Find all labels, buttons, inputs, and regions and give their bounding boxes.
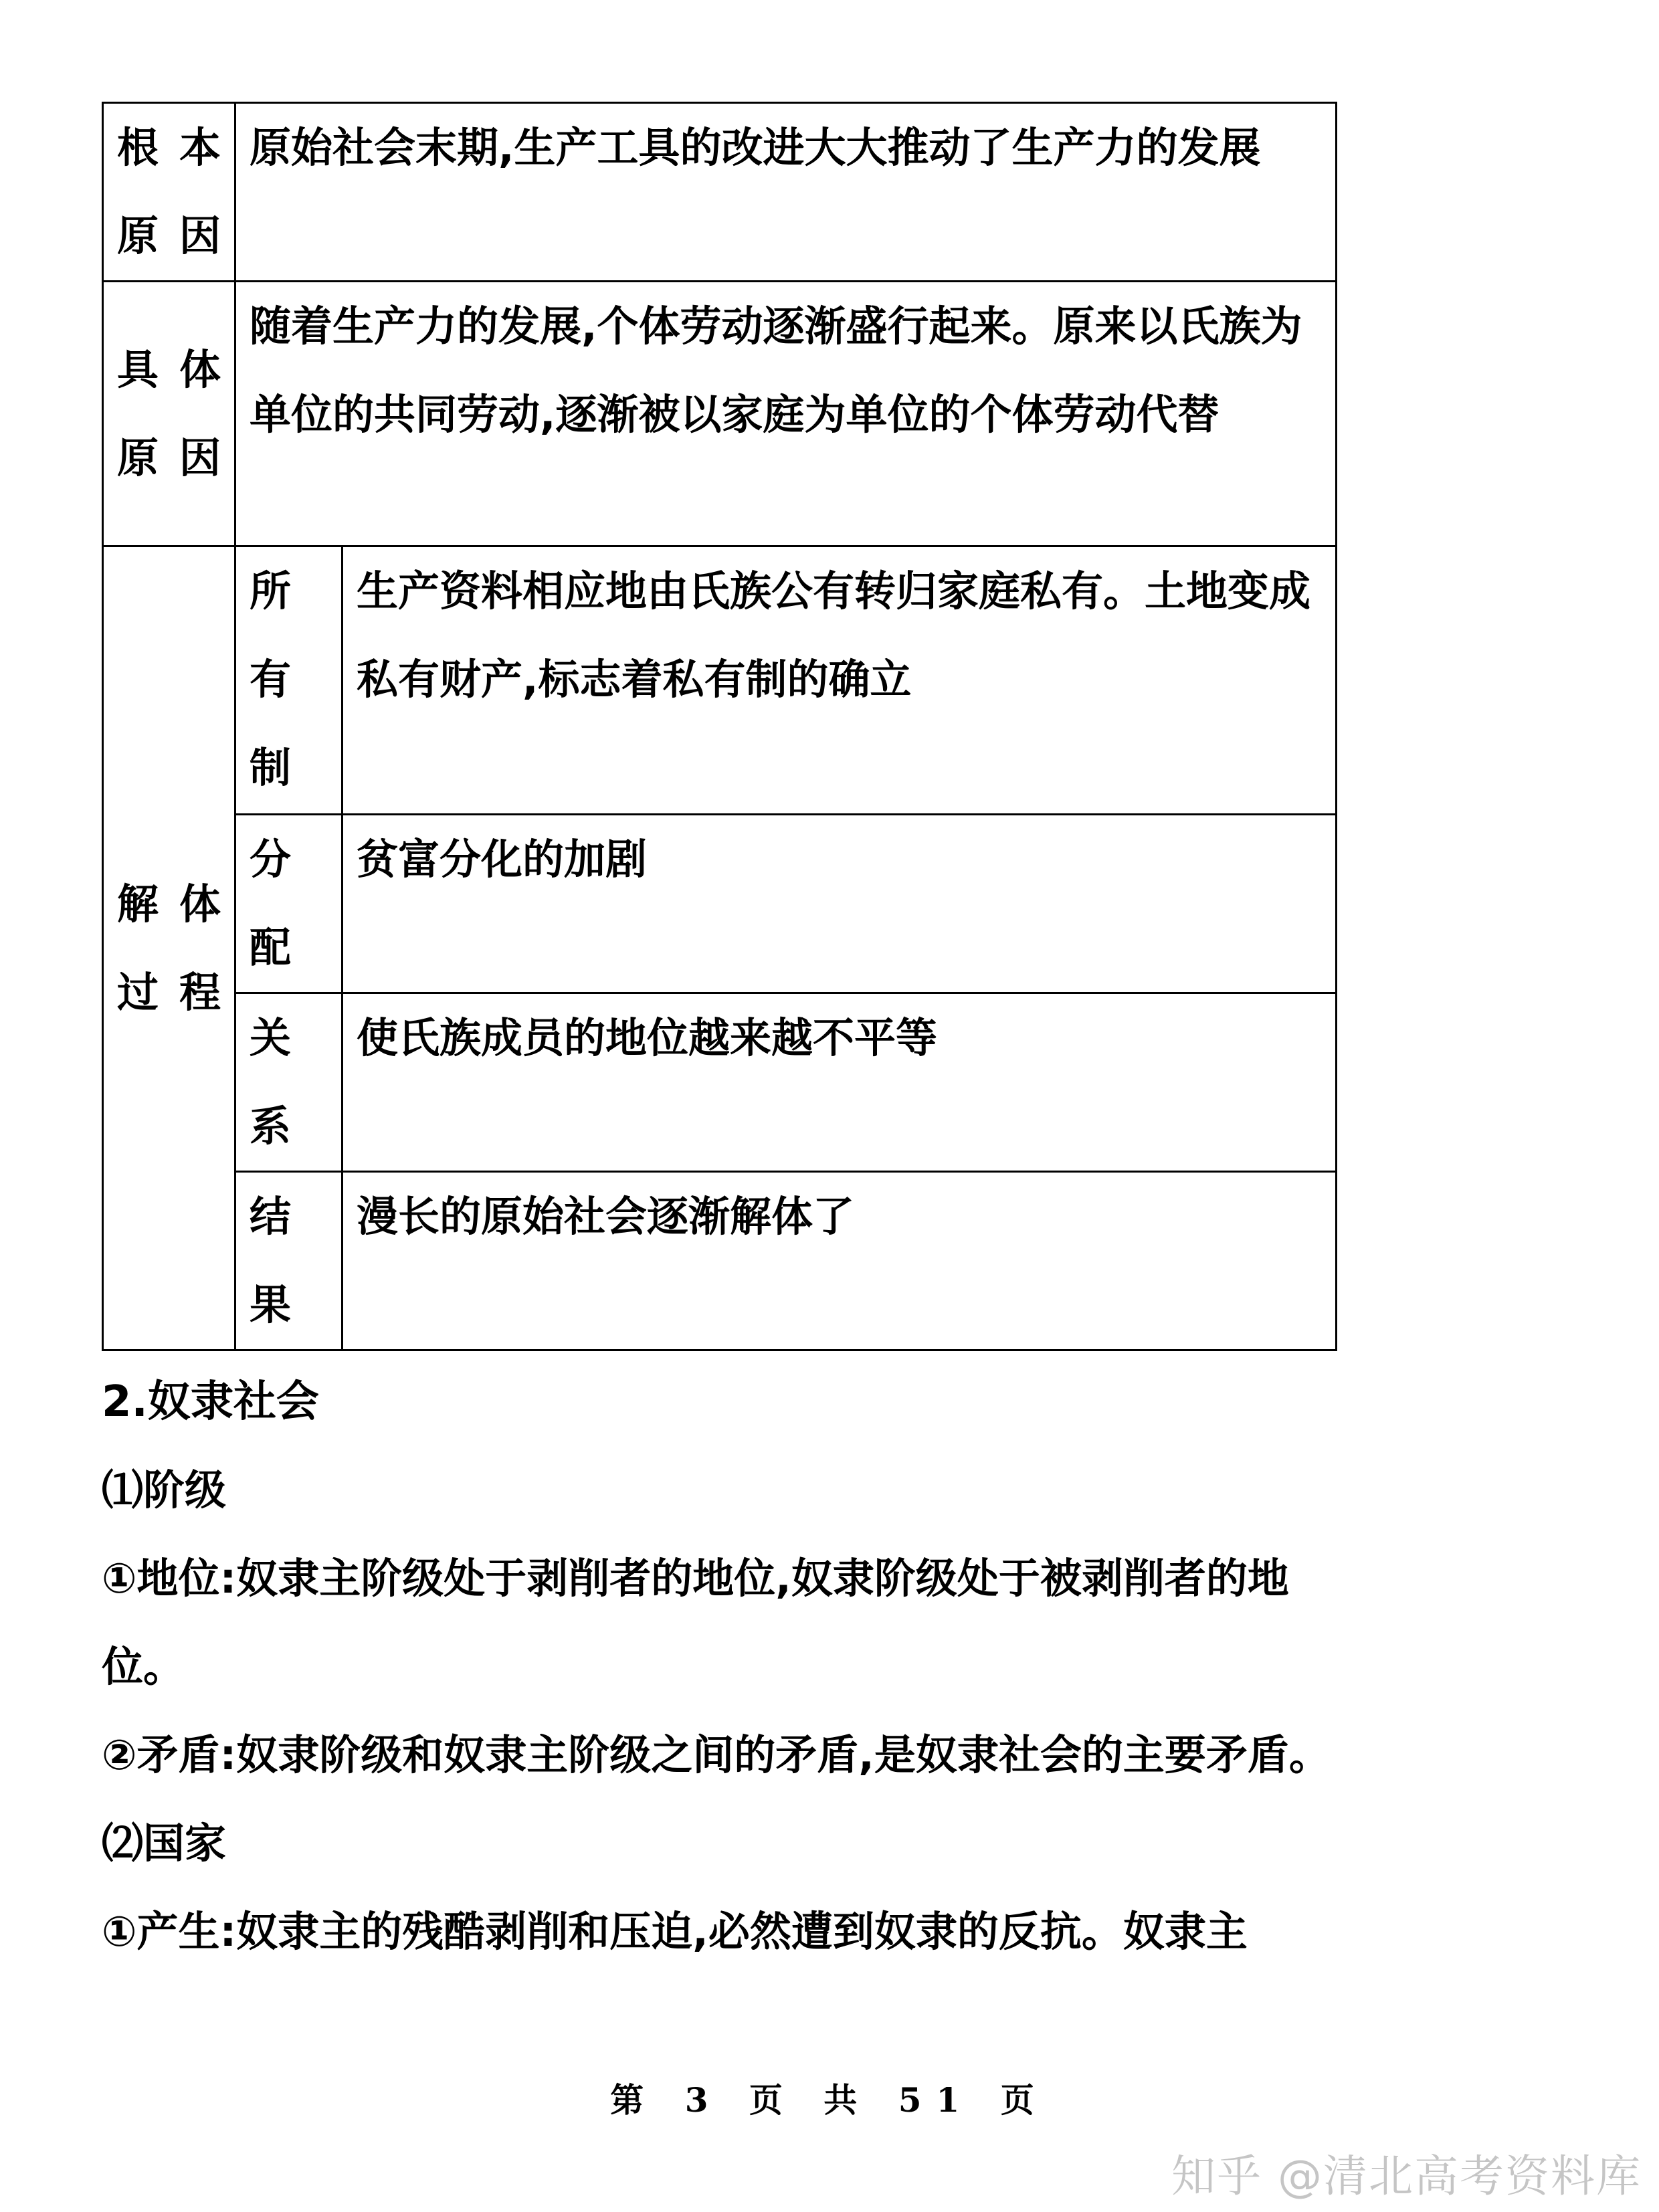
sub-content: 贫富分化的加剧 <box>343 815 1337 993</box>
sub-label-char: 系 <box>250 1102 292 1150</box>
row-content: 随着生产力的发展,个体劳动逐渐盛行起来。原来以氏族为单位的共同劳动,逐渐被以家庭为单位的个体劳动代替 <box>235 282 1337 546</box>
row-label <box>103 546 235 1350</box>
table-row <box>103 815 1337 993</box>
subsection-heading: ⑵国家 <box>102 1819 227 1868</box>
sub-label <box>235 546 343 815</box>
sub-label-char: 制 <box>250 743 292 792</box>
table-row <box>103 103 1337 282</box>
sub-label-char: 配 <box>250 923 292 972</box>
body-text <box>102 1358 1339 1976</box>
row-label-line: 解 体 <box>117 879 221 928</box>
row-label <box>103 103 235 282</box>
sub-label <box>235 993 343 1172</box>
table-row <box>103 546 1337 815</box>
row-label-line: 过程 <box>117 967 221 1017</box>
section-heading: 2.奴隶社会 <box>102 1377 319 1427</box>
sub-label <box>235 1172 343 1350</box>
page-number-footer: 第 3 页 共 51 页 <box>610 2080 1049 2120</box>
sub-label-char: 果 <box>250 1280 292 1329</box>
summary-table <box>102 102 1337 1351</box>
sub-label-char: 结 <box>250 1192 292 1241</box>
sub-content: 漫长的原始社会逐渐解体了 <box>343 1172 1337 1350</box>
paragraph: ①地位:奴隶主阶级处于剥削者的地位,奴隶阶级处于被剥削者的地位。 <box>102 1554 1289 1691</box>
table-row <box>103 1172 1337 1350</box>
watermark: 知乎 @清北高考资料库 <box>1171 2150 1642 2202</box>
row-label-line: 原因 <box>117 433 221 482</box>
paragraph: ②矛盾:奴隶阶级和奴隶主阶级之间的矛盾,是奴隶社会的主要矛盾。 <box>102 1730 1331 1779</box>
sub-label <box>235 815 343 993</box>
row-content: 原始社会末期,生产工具的改进大大推动了生产力的发展 <box>235 103 1337 282</box>
sub-label-char: 有 <box>250 655 292 704</box>
sub-label-char: 关 <box>250 1013 292 1062</box>
sub-content: 使氏族成员的地位越来越不平等 <box>343 993 1337 1172</box>
sub-label-char: 分 <box>250 835 292 884</box>
row-label <box>103 282 235 546</box>
sub-content: 生产资料相应地由氏族公有转归家庭私有。土地变成私有财产,标志着私有制的确立 <box>343 546 1337 815</box>
table-row <box>103 282 1337 546</box>
table-row <box>103 993 1337 1172</box>
paragraph: ①产生:奴隶主的残酷剥削和压迫,必然遭到奴隶的反抗。奴隶主 <box>102 1907 1248 1956</box>
row-label-line: 具 体 <box>117 344 221 394</box>
sub-label-char: 所 <box>250 567 292 615</box>
row-label-line: 根 本 <box>117 123 221 172</box>
subsection-heading: ⑴阶级 <box>102 1466 227 1514</box>
row-label-line: 原因 <box>117 211 221 260</box>
